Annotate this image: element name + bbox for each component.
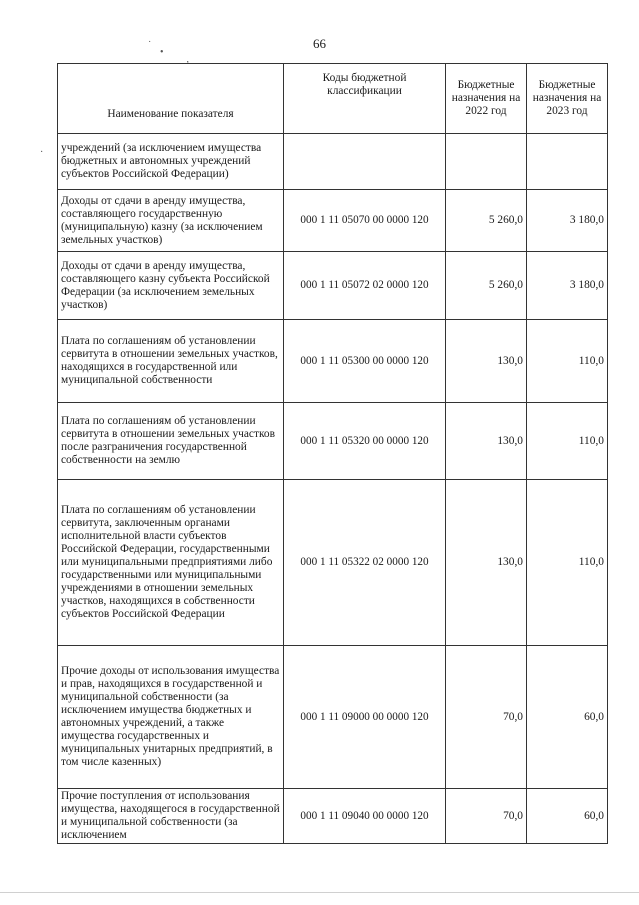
row-indicator-name: Доходы от сдачи в аренду имущества, составляющего казну субъекта Российской Федерации (за исключением земельных участков) [58, 252, 284, 320]
header-budget-2023: Бюджетные назначения на 2023 год [527, 64, 608, 134]
table-row [58, 403, 608, 480]
row-budget-code: 000 1 11 05322 02 0000 120 [284, 480, 446, 646]
row-indicator-name: учреждений (за исключением имущества бюджетных и автономных учреждений субъектов Российской Федерации) [58, 134, 284, 190]
row-value-2022: 70,0 [446, 646, 527, 789]
row-value-2022 [446, 134, 527, 190]
row-value-2023: 3 180,0 [527, 190, 608, 252]
row-budget-code: 000 1 11 09040 00 0000 120 [284, 789, 446, 844]
row-budget-code: 000 1 11 05072 02 0000 120 [284, 252, 446, 320]
row-value-2022: 130,0 [446, 403, 527, 480]
row-indicator-name: Доходы от сдачи в аренду имущества, составляющего государственную (муниципальную) казну (за исключением земельных участков) [58, 190, 284, 252]
page-number: 66 [313, 36, 326, 51]
scan-speck: ˙ [148, 40, 152, 51]
row-value-2023: 110,0 [527, 320, 608, 403]
row-indicator-name: Прочие доходы от использования имущества и прав, находящихся в государственной и муниципальной собственности (за исключением имущества бюджетных и автономных учреждений, а также имущества государственных и муниципальных унитарных предприятий, в том числе казенных) [58, 646, 284, 789]
row-value-2023: 60,0 [527, 789, 608, 844]
row-budget-code: 000 1 11 05070 00 0000 120 [284, 190, 446, 252]
table-row [58, 134, 608, 190]
row-value-2022: 5 260,0 [446, 190, 527, 252]
table-row [58, 646, 608, 789]
row-value-2022: 70,0 [446, 789, 527, 844]
row-value-2023: 3 180,0 [527, 252, 608, 320]
table-row [58, 789, 608, 844]
row-indicator-name: Плата по соглашениям об установлении сервитута, заключенным органами исполнительной власти субъектов Российской Федерации, государственными или муниципальными предприятиями либо государственными или муниципальными учреждениями в отношении земельных участков, находящихся в собственности субъектов Российской Федерации [58, 480, 284, 646]
row-budget-code [284, 134, 446, 190]
table-row [58, 320, 608, 403]
table-header-row [58, 64, 608, 134]
row-value-2022: 130,0 [446, 320, 527, 403]
row-budget-code: 000 1 11 05300 00 0000 120 [284, 320, 446, 403]
table-row [58, 252, 608, 320]
row-indicator-name: Плата по соглашениям об установлении сервитута в отношении земельных участков после разграничения государственной собственности на землю [58, 403, 284, 480]
row-indicator-name: Прочие поступления от использования имущества, находящегося в государственной и муниципальной собственности (за исключением [58, 789, 284, 844]
row-value-2023: 60,0 [527, 646, 608, 789]
scan-speck: ‚ [186, 54, 190, 65]
scan-speck: · [40, 147, 44, 158]
header-budget-2022: Бюджетные назначения на 2022 год [446, 64, 527, 134]
row-value-2023: 110,0 [527, 480, 608, 646]
row-value-2022: 5 260,0 [446, 252, 527, 320]
scan-speck: • [160, 47, 164, 58]
row-value-2023 [527, 134, 608, 190]
row-value-2022: 130,0 [446, 480, 527, 646]
row-budget-code: 000 1 11 09000 00 0000 120 [284, 646, 446, 789]
header-indicator-name: Наименование показателя [58, 64, 284, 134]
table-row [58, 190, 608, 252]
row-value-2023: 110,0 [527, 403, 608, 480]
scan-edge-line [0, 892, 639, 893]
header-budget-codes: Коды бюджетной классификации [284, 64, 446, 134]
table-row [58, 480, 608, 646]
row-indicator-name: Плата по соглашениям об установлении сервитута в отношении земельных участков, находящихся в государственной или муниципальной собственности [58, 320, 284, 403]
budget-table [57, 63, 608, 844]
row-budget-code: 000 1 11 05320 00 0000 120 [284, 403, 446, 480]
